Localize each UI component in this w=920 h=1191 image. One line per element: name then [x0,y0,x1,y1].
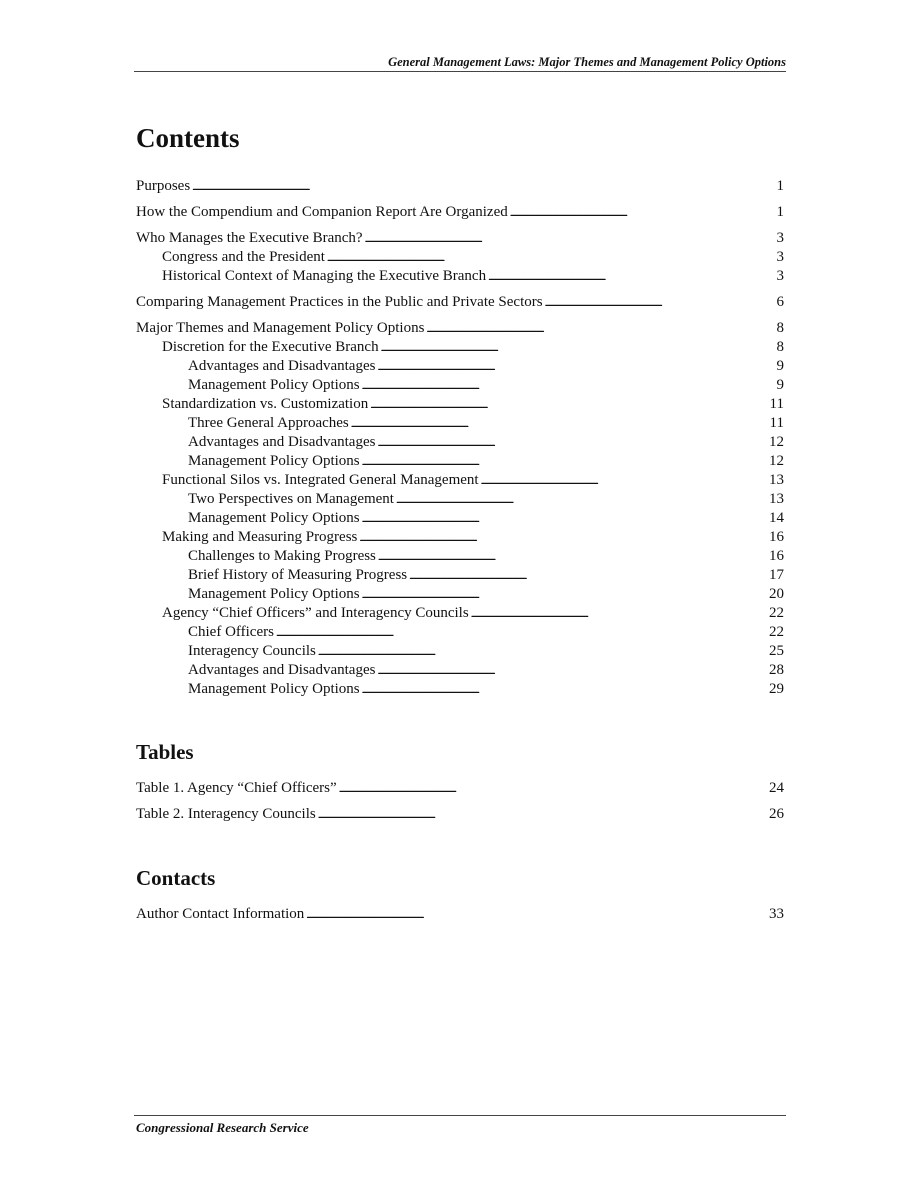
toc-entry[interactable] [136,779,784,798]
dot-leader [192,177,774,197]
toc-entry[interactable] [136,805,784,824]
toc-entry-label: Management Policy Options [188,453,360,469]
toc-entry[interactable] [136,229,784,248]
dot-leader [362,585,767,605]
toc-entry-label: Standardization vs. Customization [162,396,369,412]
dot-leader [276,623,767,643]
dot-leader [362,680,767,700]
toc-entry-label: Management Policy Options [188,510,360,526]
toc-entry[interactable] [136,623,784,642]
toc-entry-page: 6 [776,294,784,310]
toc-entry-label: Table 2. Interagency Councils [136,806,316,822]
dot-leader [370,395,767,415]
toc-entry-page: 29 [769,681,784,697]
toc-entry-page: 12 [769,434,784,450]
dot-leader [306,905,767,925]
toc-entry-page: 1 [776,204,784,220]
toc-entry-page: 12 [769,453,784,469]
toc-entry-label: Author Contact Information [136,906,305,922]
toc-entry-page: 11 [769,415,784,431]
dot-leader [377,661,767,681]
toc-entry-label: Management Policy Options [188,681,360,697]
toc-entry-label: Advantages and Disadvantages [188,662,376,678]
toc-entry[interactable] [136,452,784,471]
toc-entry-label: Making and Measuring Progress [162,529,358,545]
toc-entry-label: Challenges to Making Progress [188,548,376,564]
dot-leader [362,452,767,472]
toc-entry[interactable] [136,566,784,585]
toc-entry-label: Comparing Management Practices in the Public and Private Sectors [136,294,543,310]
toc-entry-label: Management Policy Options [188,377,360,393]
toc-entry-page: 16 [769,548,784,564]
dot-leader [339,779,767,799]
dot-leader [318,805,767,825]
dot-leader [381,338,775,358]
toc-entry-label: Interagency Councils [188,643,316,659]
toc-entry-page: 17 [769,567,784,583]
toc-entry[interactable] [136,604,784,623]
toc-entry-label: Major Themes and Management Policy Options [136,320,425,336]
dot-leader [545,293,775,313]
tables-heading: Tables [136,740,194,764]
header-rule [134,71,786,72]
footer-rule [134,1115,786,1116]
toc-entry-page: 13 [769,472,784,488]
toc-entry-page: 25 [769,643,784,659]
toc-entry-label: Advantages and Disadvantages [188,434,376,450]
running-header: General Management Laws: Major Themes and Management Policy Options [388,55,786,69]
toc-entry[interactable] [136,376,784,395]
toc-entry-page: 1 [776,178,784,194]
toc-entry[interactable] [136,642,784,661]
dot-leader [488,267,774,287]
toc-entry-page: 33 [769,906,784,922]
toc-entry[interactable] [136,414,784,433]
toc-entry-page: 13 [769,491,784,507]
tables-list [136,779,784,824]
toc-entry-label: Chief Officers [188,624,274,640]
toc-entry-page: 22 [769,624,784,640]
toc-entry-label: Functional Silos vs. Integrated General Management [162,472,479,488]
toc-entry-label: Table 1. Agency “Chief Officers” [136,780,337,796]
toc-entry-label: Historical Context of Managing the Executive Branch [162,268,487,284]
toc-entry[interactable] [136,905,784,924]
dot-leader [481,471,767,491]
dot-leader [365,229,775,249]
dot-leader [426,319,774,339]
toc-entry[interactable] [136,293,784,312]
toc-entry[interactable] [136,177,784,196]
dot-leader [378,547,767,567]
dot-leader [351,414,768,434]
toc-entry[interactable] [136,267,784,286]
contents-list [136,177,784,699]
toc-entry[interactable] [136,433,784,452]
toc-entry-page: 8 [776,339,784,355]
dot-leader [396,490,767,510]
dot-leader [362,509,767,529]
toc-entry-label: Congress and the President [162,249,325,265]
contents-heading: Contents [136,123,240,153]
toc-entry-label: Discretion for the Executive Branch [162,339,379,355]
toc-entry-page: 9 [776,377,784,393]
toc-entry-page: 22 [769,605,784,621]
toc-entry[interactable] [136,509,784,528]
toc-entry-label: Advantages and Disadvantages [188,358,376,374]
toc-entry-label: Two Perspectives on Management [188,491,394,507]
toc-entry-page: 26 [769,806,784,822]
toc-entry[interactable] [136,471,784,490]
dot-leader [409,566,767,586]
dot-leader [362,376,775,396]
toc-entry-label: Three General Approaches [188,415,349,431]
toc-entry[interactable] [136,661,784,680]
toc-entry-page: 16 [769,529,784,545]
toc-entry[interactable] [136,319,784,338]
dot-leader [318,642,767,662]
toc-entry-label: How the Compendium and Companion Report Are Organized [136,204,508,220]
toc-entry[interactable] [136,248,784,267]
toc-entry[interactable] [136,490,784,509]
dot-leader [510,203,775,223]
toc-entry-page: 20 [769,586,784,602]
toc-entry-label: Who Manages the Executive Branch? [136,230,363,246]
toc-entry-page: 28 [769,662,784,678]
toc-entry[interactable] [136,395,784,414]
toc-entry[interactable] [136,547,784,566]
toc-entry-page: 3 [776,230,784,246]
dot-leader [471,604,767,624]
toc-entry-page: 11 [769,396,784,412]
toc-entry[interactable] [136,528,784,547]
toc-entry[interactable] [136,338,784,357]
toc-entry[interactable] [136,585,784,604]
dot-leader [359,528,767,548]
toc-entry[interactable] [136,680,784,699]
toc-entry-label: Brief History of Measuring Progress [188,567,408,583]
dot-leader [377,357,774,377]
contacts-list [136,905,784,924]
toc-entry-label: Management Policy Options [188,586,360,602]
contacts-heading: Contacts [136,866,216,890]
toc-entry-label: Purposes [136,178,191,194]
dot-leader [377,433,767,453]
toc-entry-page: 8 [776,320,784,336]
running-footer: Congressional Research Service [136,1120,309,1135]
toc-entry-page: 9 [776,358,784,374]
toc-entry[interactable] [136,357,784,376]
toc-entry-page: 3 [776,268,784,284]
toc-entry-page: 3 [776,249,784,265]
toc-entry-page: 24 [769,780,784,796]
toc-entry-page: 14 [769,510,784,526]
toc-entry-label: Agency “Chief Officers” and Interagency Councils [162,605,469,621]
dot-leader [327,248,775,268]
toc-entry[interactable] [136,203,784,222]
